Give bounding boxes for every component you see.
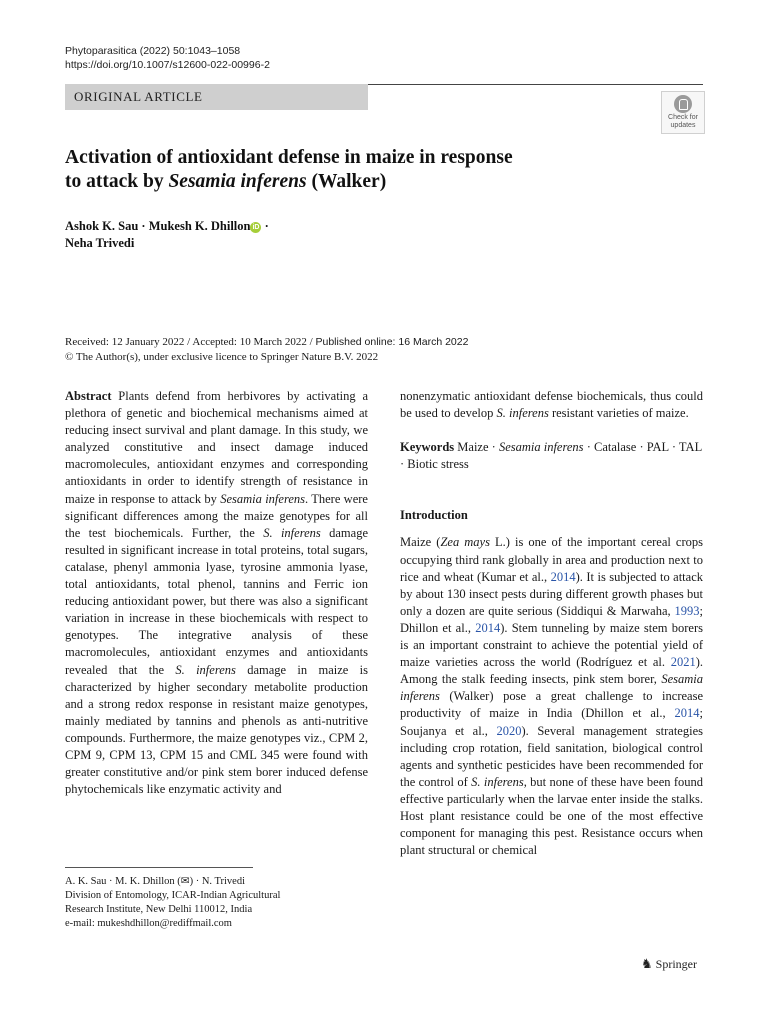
left-column — [65, 388, 368, 798]
abstract: Abstract Plants defend from herbivores by activating a plethora of genetic and biochemical mechanisms aimed at reducing insect survival and plant damage. In this study, we analyzed constitutive and insect damage induced macromolecules, antioxidant enzymes and corresponding antioxidants in order to identify strength of resistance in maize in response to attack by Sesamia inferens. There were significant differences among the maize genotypes for all the test biochemicals. Further, the S. inferens damage resulted in significant increase in total proteins, total sugars, catalase, phenyl ammonia lyase, tyrosine ammonia lyase, total antioxidants, total phenol, tannins and Ferric ion reducing antioxidant power, but there was also a significant variation in increase in these biochemicals with respect to genotypes. The integrative analysis of these macromolecules, antioxidant enzymes and antioxidants revealed that the S. inferens damage in maize is characterized by higher secondary metabolite production and a strong redox response in resistant maize genotypes, mainly mediated by tannins and phenols as anti-nutritive compounds. Furthermore, the maize genotypes viz., CPM 2, CPM 9, CPM 13, CPM 15 and CML 345 were found with greater constitutive and/or pink stem borer induced defense phytochemicals like enzymatic activity and — [65, 389, 369, 797]
article-type: ORIGINAL ARTICLE — [74, 89, 203, 104]
keywords-label: Keywords — [400, 440, 455, 455]
banner-rule — [368, 84, 703, 85]
check-for-updates-button[interactable] — [661, 91, 705, 134]
citation-link[interactable]: 2014 — [475, 620, 501, 635]
author-email[interactable]: e-mail: mukeshdhillon@rediffmail.com — [65, 918, 232, 929]
journal-header — [65, 44, 270, 72]
footnote-rule — [65, 867, 253, 868]
orcid-icon[interactable]: iD — [252, 224, 260, 231]
author-affiliation: A. K. Sau · M. K. Dhillon (✉) · N. Trivedi Division of Entomology, ICAR-Indian Agricultural Research Institute, New Delhi 110012, India e-mail: mukeshdhillon@rediffmail.com — [65, 876, 281, 929]
publisher-logo — [641, 956, 697, 972]
author-name[interactable]: Neha Trivedi — [65, 236, 135, 250]
copyright-notice: © The Author(s), under exclusive licence to Springer Nature B.V. 2022 — [65, 350, 379, 363]
publication-dates: Received: 12 January 2022 / Accepted: 10 March 2022 / Published online: 16 March 2022 © The Author(s), under exclusive licence to Springer Nature B.V. 2022 — [65, 336, 469, 363]
check-for-updates-label: Check for updates — [668, 114, 698, 129]
citation-link[interactable]: 2020 — [496, 723, 522, 738]
article-type-banner — [65, 84, 703, 110]
author-names[interactable]: Ashok K. Sau · Mukesh K. Dhillon — [65, 219, 251, 233]
doi-link[interactable]: https://doi.org/10.1007/s12600-022-00996-2 — [65, 59, 270, 71]
keywords: Keywords Maize · Sesamia inferens · Catalase · PAL · TAL · Biotic stress — [400, 440, 702, 472]
abstract-continued: nonenzymatic antioxidant defense biochemicals, thus could be used to develop S. inferens resistant varieties of maize. — [400, 389, 703, 421]
citation-link[interactable]: 2014 — [550, 569, 576, 584]
springer-horse-icon: ♞ — [641, 956, 653, 971]
section-heading-introduction: Introduction — [400, 508, 468, 523]
introduction-paragraph: Maize (Zea mays L.) is one of the important cereal crops occupying third rank globally in area and production next to rice and wheat (Kumar et al., 2014). It is subjected to attack by about 130 insect pests during different growth phases but only a dozen are quite serious (Siddiqui & Marwaha, 1993; Dhillon et al., 2014). Stem tunneling by maize stem borers is an important constraint to achieve the potential yield of maize varieties across the world (Rodríguez et al. 2021). Among the stalk feeding insects, pink stem borer, Sesamia inferens (Walker) pose a great challenge to increase productivity of maize in India (Dhillon et al., 2014; Soujanya et al., 2020). Several management strategies including crop rotation, field sanitation, biological control agents and synthetic pesticides have been recommended for the control of S. inferens, but none of these have been found effective particularly when the larvae enter inside the stalks. Host plant resistance could be one of the most effective component for managing this pest. Resistance occurs when plant structural or chemical — [400, 535, 704, 858]
publisher-name: Springer — [655, 957, 697, 971]
journal-citation: Phytoparasitica (2022) 50:1043–1058 — [65, 45, 241, 57]
author-list: Ashok K. Sau · Mukesh K. Dhillon iD · Neha Trivedi — [65, 218, 465, 252]
bookmark-icon — [674, 95, 692, 113]
citation-link[interactable]: 1993 — [674, 603, 700, 618]
article-title: Activation of antioxidant defense in maize in response to attack by Sesamia inferens (Walker) — [65, 147, 513, 192]
right-column — [400, 388, 703, 859]
citation-link[interactable]: 2021 — [670, 655, 696, 670]
citation-link[interactable]: 2014 — [674, 706, 700, 721]
abstract-label: Abstract — [65, 389, 112, 403]
